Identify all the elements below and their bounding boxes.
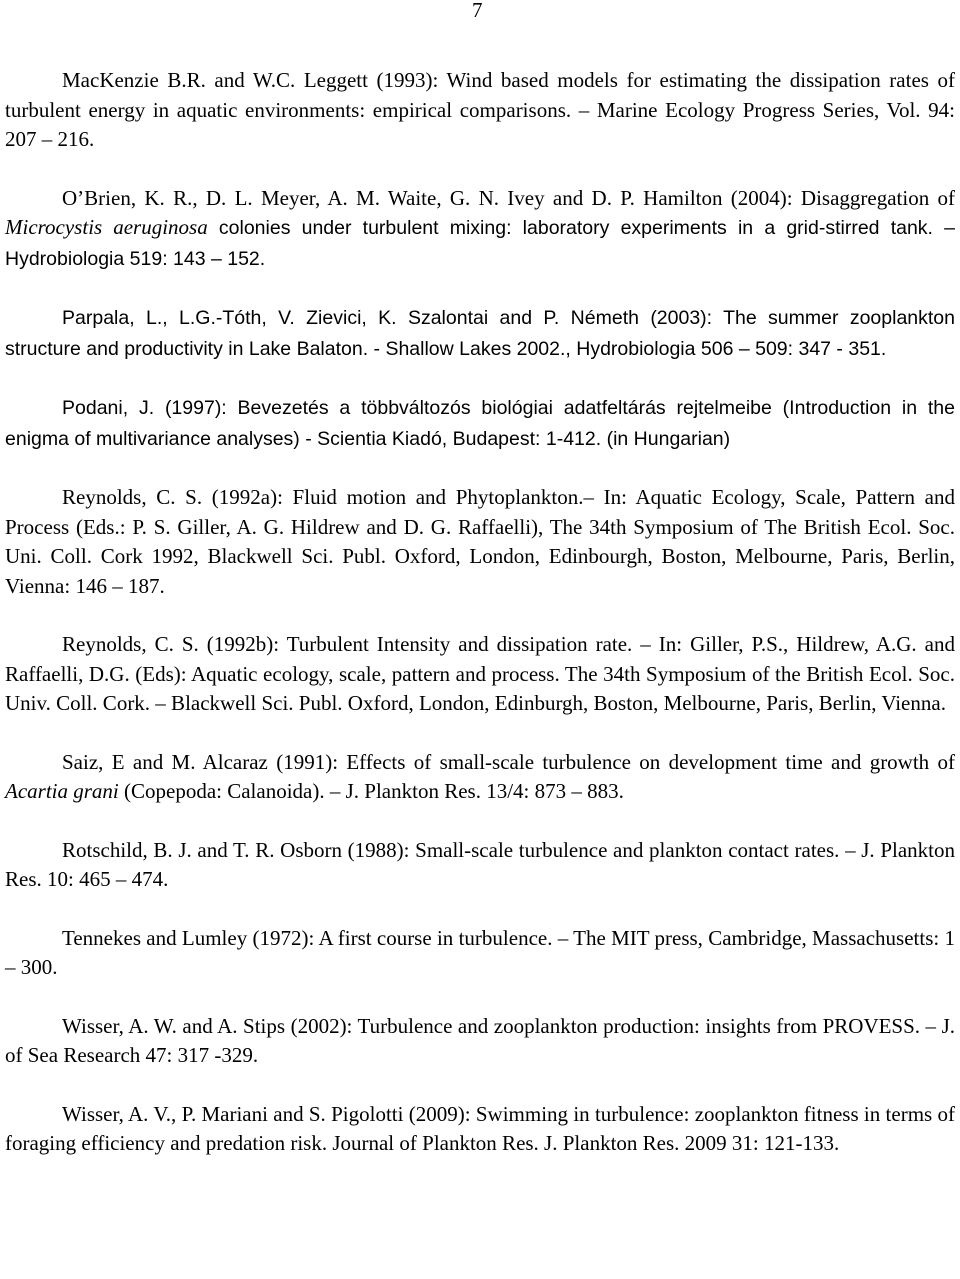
reference-text-part2: colonies under turbulent mixing: laboratory experiments in a grid-stirred tank. – Hydrobiologia 519: 143 – 152.: [5, 217, 956, 270]
reference-text: Parpala, L., L.G.-Tóth, V. Zievici, K. Szalontai and P. Németh (2003): The summer zooplankton structure and productivity in Lake Balaton. - Shallow Lakes 2002., Hydrobiologia 506 – 509: 347 - 351.: [5, 307, 955, 360]
reference-wisser-2009: [5, 1100, 955, 1159]
reference-text: Podani, J. (1997): Bevezetés a többváltozós biológiai adatfeltárás rejtelmeibe (Introduction in the enigma of multivariance analyses) - Scientia Kiadó, Budapest: 1-412. (in Hungarian): [5, 397, 955, 450]
reference-text-part2: (Copepoda: Calanoida). – J. Plankton Res. 13/4: 873 – 883.: [118, 779, 624, 803]
species-name: Microcystis aeruginosa: [5, 215, 208, 239]
reference-text: MacKenzie B.R. and W.C. Leggett (1993): Wind based models for estimating the dissipation rates of turbulent energy in aquatic environments: empirical comparisons. – Marine Ecology Progress Series, Vol. 94: 207 – 216.: [5, 68, 955, 151]
reference-text: Reynolds, C. S. (1992a): Fluid motion and Phytoplankton.– In: Aquatic Ecology, Scale, Pattern and Process (Eds.: P. S. Giller, A. G. Hildrew and D. G. Raffaelli), The 34th Symposium of The British Ecol. Soc. Uni. Coll. Cork 1992, Blackwell Sci. Publ. Oxford, London, Edinbourgh, Boston, Melbourne, Paris, Berlin, Vienna: 146 – 187.: [5, 485, 955, 598]
reference-text: Rotschild, B. J. and T. R. Osborn (1988): Small-scale turbulence and plankton contact rates. – J. Plankton Res. 10: 465 – 474.: [5, 837, 955, 891]
reference-list: [5, 66, 955, 1188]
reference-text: Reynolds, C. S. (1992b): Turbulent Intensity and dissipation rate. – In: Giller, P.S., Hildrew, A.G. and Raffaelli, D.G. (Eds): Aquatic ecology, scale, pattern and process. The 34th Symposium of the British Ecol. Soc. Univ. Coll. Cork. – Blackwell Sci. Publ. Oxford, London, Edinburgh, Boston, Melbourne, Paris, Berlin, Vienna.: [5, 632, 955, 715]
reference-mackenzie-1993: [5, 66, 955, 155]
reference-text: Wisser, A. W. and A. Stips (2002): Turbulence and zooplankton production: insights from PROVESS. – J. of Sea Research 47: 317 -329.: [5, 1013, 955, 1067]
reference-wisser-2002: [5, 1012, 955, 1071]
reference-text-part1: O’Brien, K. R., D. L. Meyer, A. M. Waite, G. N. Ivey and D. P. Hamilton (2004): Disaggregation of: [62, 185, 955, 210]
reference-reynolds-1992b: [5, 630, 955, 719]
reference-text-part1: Saiz, E and M. Alcaraz (1991): Effects of small-scale turbulence on development time and growth of: [62, 749, 955, 774]
reference-podani-1997: [5, 393, 955, 454]
reference-obrien-2004: [5, 184, 955, 275]
reference-text: Wisser, A. V., P. Mariani and S. Pigolotti (2009): Swimming in turbulence: zooplankton fitness in terms of foraging efficiency and predation risk. Journal of Plankton Res. J. Plankton Res. 2009 31: 121-133.: [5, 1101, 955, 1155]
species-name: Acartia grani: [5, 779, 119, 803]
page-number: 7: [472, 0, 483, 22]
reference-text: Tennekes and Lumley (1972): A first course in turbulence. – The MIT press, Cambridge, Massachusetts: 1 – 300.: [5, 925, 955, 979]
reference-saiz-1991: [5, 748, 955, 807]
reference-parpala-2003: [5, 303, 955, 364]
reference-rotschild-1988: [5, 836, 955, 895]
reference-reynolds-1992a: [5, 483, 955, 601]
reference-tennekes-1972: [5, 924, 955, 983]
